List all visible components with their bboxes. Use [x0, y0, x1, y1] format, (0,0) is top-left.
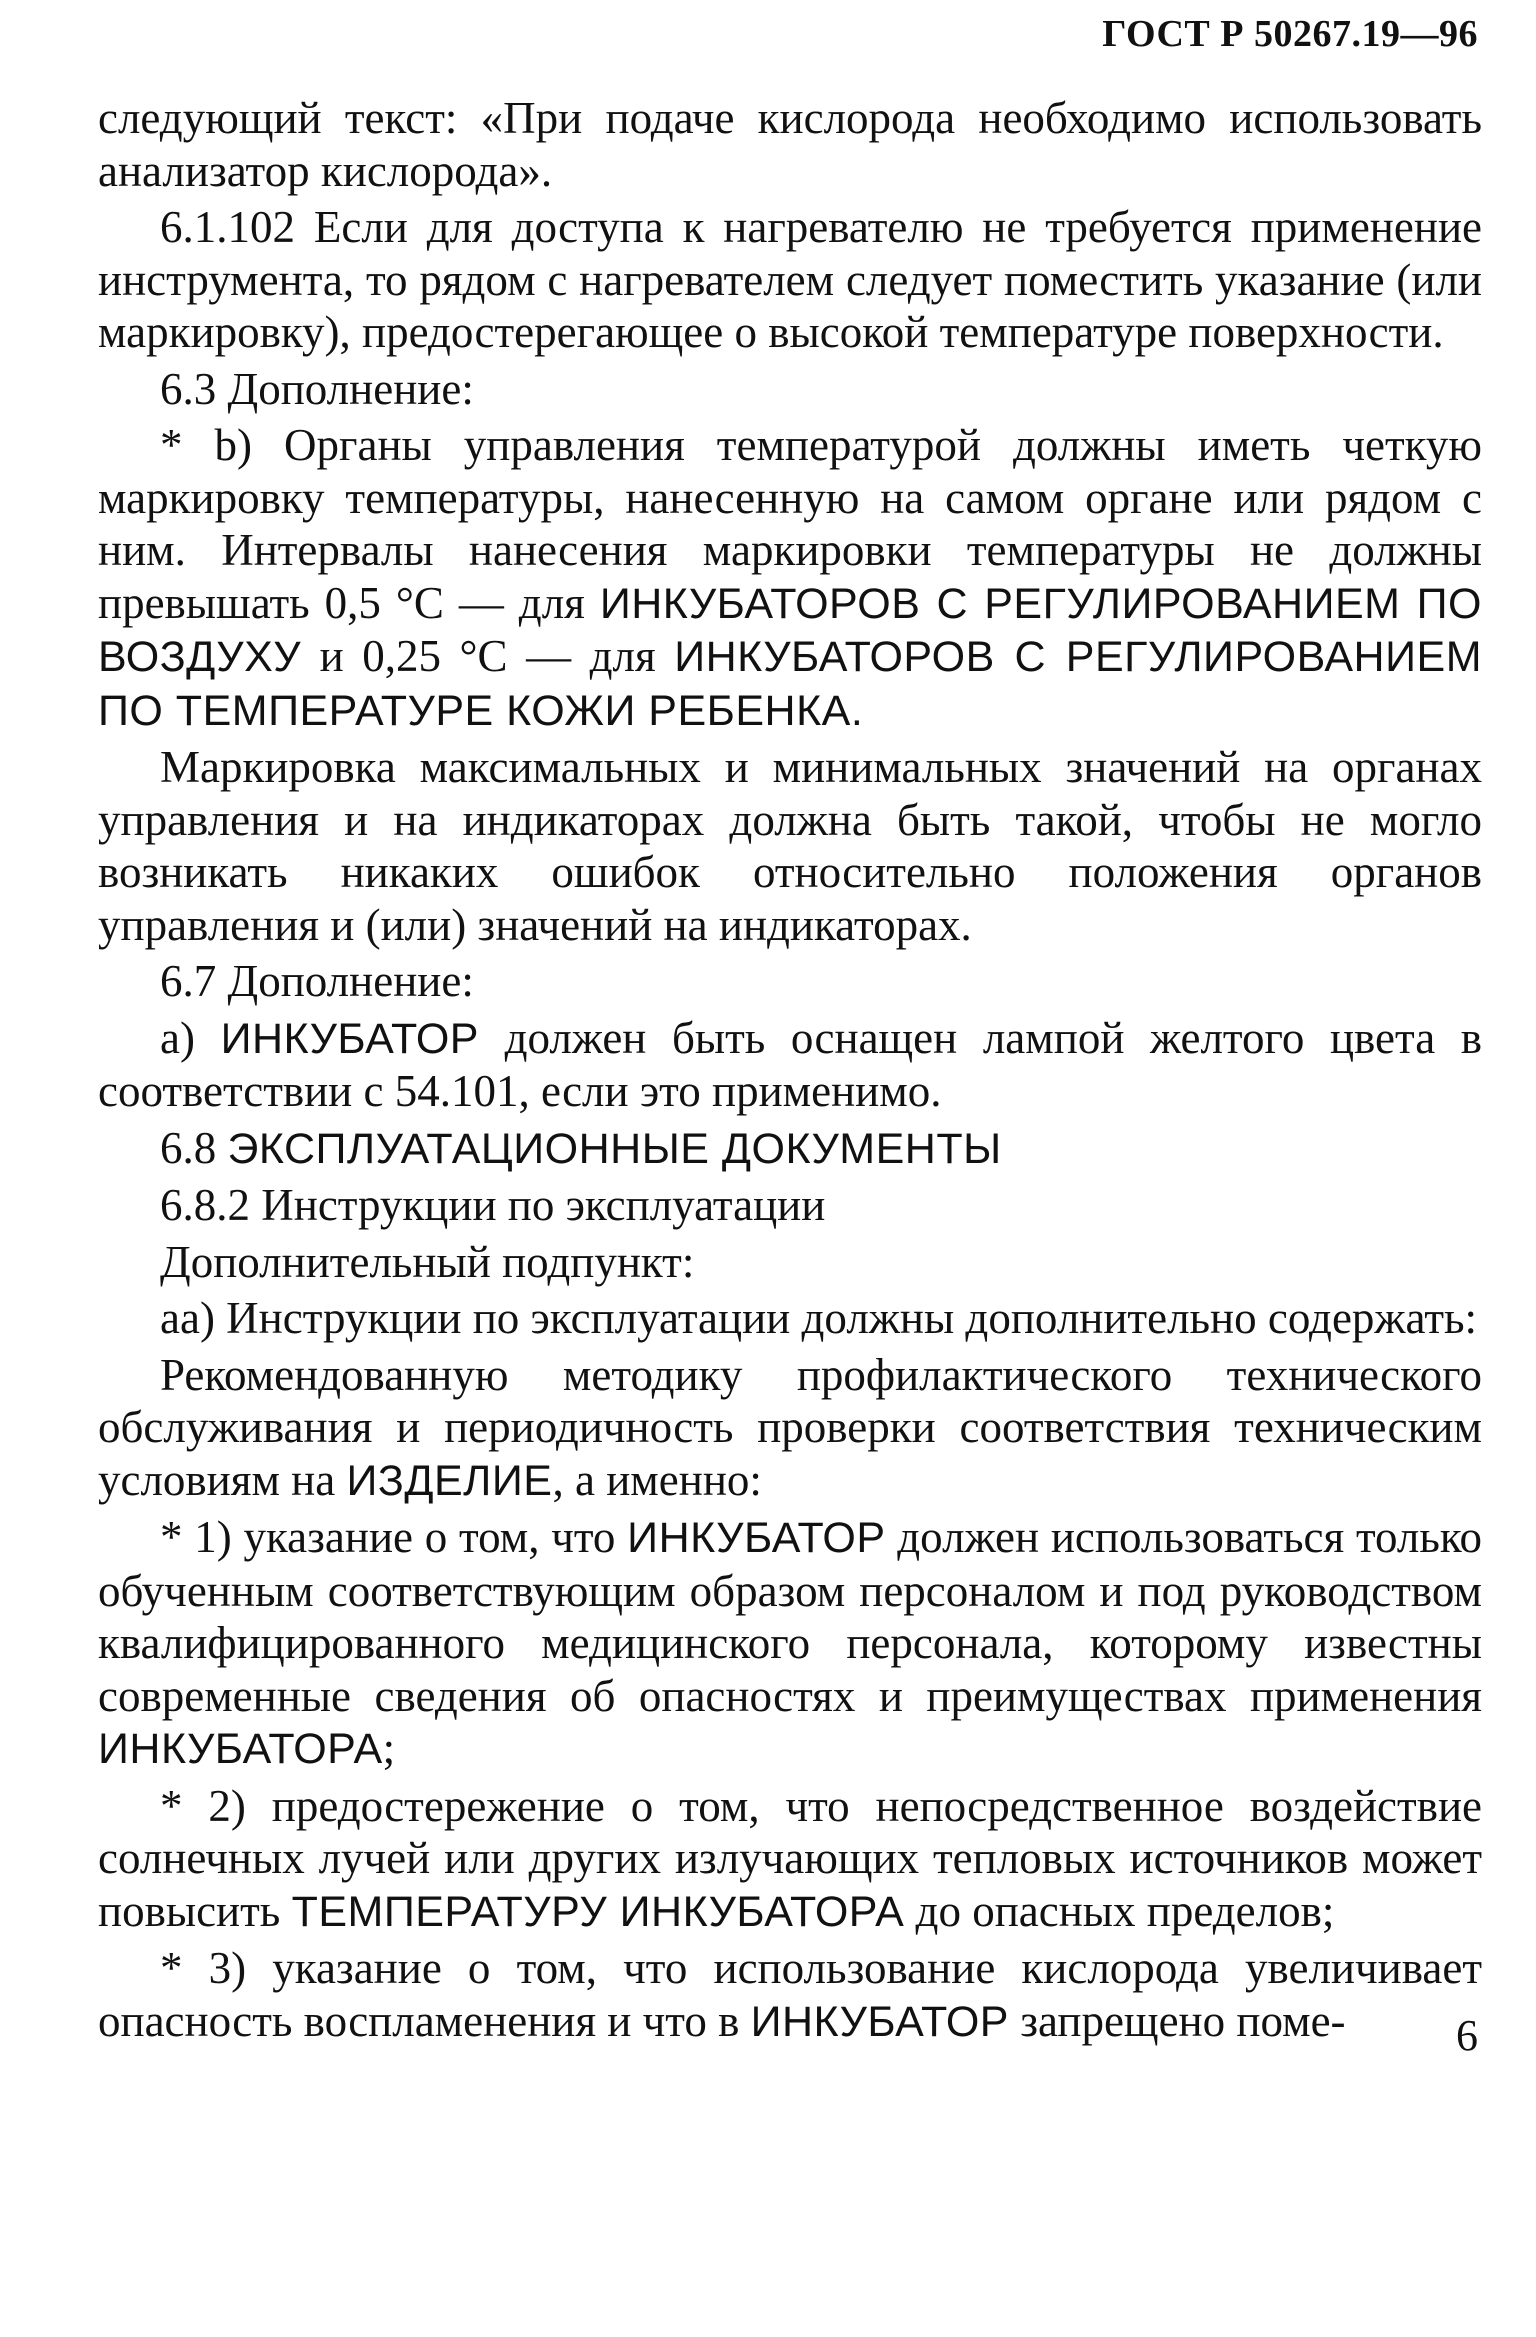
text-run: 6.8: [160, 1122, 217, 1173]
text-run: * 3) указание о том, что использование кислорода увеличивает опасность воспламенения и что в: [98, 1943, 1482, 2046]
page-number: 6: [1456, 2011, 1478, 2060]
paragraph-item-3: [98, 1942, 1482, 2048]
term-incubator: ИНКУБАТОР: [627, 1514, 886, 1562]
term-equipment: ИЗДЕЛИЕ: [346, 1456, 553, 1505]
paragraph-item-1: [98, 1511, 1482, 1776]
term-incubator: ИНКУБАТОР: [750, 1997, 1009, 2046]
paragraph-item-2: [98, 1780, 1482, 1939]
text-run: ;: [382, 1723, 396, 1773]
paragraph-6-1-102: 6.1.102 Если для доступа к нагревателю не требуется применение инструмента, то рядом с нагревателем следует поместить указание (или маркировку), предостерегающее о высокой температуре поверхности.: [98, 202, 1482, 357]
paragraph-6-7-heading: 6.7 Дополнение:: [160, 956, 474, 1006]
paragraph-oxygen-analyzer: следующий текст: «При подаче кислорода необходимо использовать анализатор кислорода».: [98, 93, 1482, 196]
text-run: * 2) предостережение о том, что непосредственное воздействие солнечных лучей или других излучающих тепловых источников может повысить: [98, 1780, 1482, 1936]
term-air-controlled-incubators: ИНКУБАТОРОВ С РЕГУЛИРОВАНИЕМ ПО ВОЗДУХУ: [98, 579, 1483, 681]
paragraph-6-8-2-heading: 6.8.2 Инструкции по эксплуатации: [160, 1180, 826, 1230]
term-incubator-genitive: ИНКУБАТОРА: [98, 1725, 383, 1773]
term-operating-documents: ЭКСПЛУАТАЦИОННЫЕ ДОКУМЕНТЫ: [227, 1124, 1002, 1173]
term-incubator: ИНКУБАТОР: [220, 1014, 479, 1063]
text-run: должен использоваться только обученным соответствующим образом персоналом и под руководством квалифицированного медицинского персонала, которому известны современные сведения об опасностях и преимуществах применения: [98, 1512, 1482, 1721]
paragraph-6-3-b: [98, 419, 1482, 737]
text-run: а): [160, 1012, 195, 1063]
term-skin-controlled-incubators: ИНКУБАТОРОВ С РЕГУЛИРОВАНИЕМ ПО ТЕМПЕРАТУРЕ КОЖИ РЕБЕНКА.: [98, 633, 1483, 735]
text-run: * b) Органы управления температурой должны иметь четкую маркировку температуры, нанесенную на самом органе или рядом с ним. Интервалы нанесения маркировки температуры не должны превышать 0,5 °С — для: [98, 420, 1482, 628]
text-run: Рекомендованную методику профилактического технического обслуживания и периодичность проверки соответствия техническим условиям на: [98, 1349, 1482, 1505]
term-incubator-temperature: ТЕМПЕРАТУРУ ИНКУБАТОРА: [291, 1887, 905, 1936]
document-body: [98, 92, 1482, 2052]
text-run: до опасных пределов;: [915, 1885, 1335, 1936]
paragraph-6-7-a: [98, 1012, 1482, 1118]
paragraph-6-8-heading: [98, 1122, 1482, 1176]
paragraph-marking-min-max: Маркировка максимальных и минимальных значений на органах управления и на индикаторах должна быть такой, чтобы не могло возникать никаких ошибок относительно положения органов управления и (или) значений на индикаторах.: [98, 742, 1482, 950]
paragraph-additional-subclause: Дополнительный подпункт:: [160, 1236, 695, 1287]
text-run: запрещено поме-: [1020, 1995, 1346, 2046]
document-code-header: ГОСТ Р 50267.19—96: [1102, 13, 1478, 55]
paragraph-aa: аа) Инструкции по эксплуатации должны дополнительно содержать:: [160, 1293, 1478, 1343]
text-run: , а именно:: [552, 1454, 762, 1505]
text-run: * 1) указание о том, что: [160, 1512, 616, 1562]
text-run: должен быть оснащен лампой желтого цвета в соответствии с 54.101, если это применимо.: [98, 1012, 1483, 1116]
paragraph-6-3-heading: 6.3 Дополнение:: [160, 363, 474, 414]
text-run: и 0,25 °С — для: [319, 631, 656, 681]
paragraph-maintenance: [98, 1349, 1482, 1508]
